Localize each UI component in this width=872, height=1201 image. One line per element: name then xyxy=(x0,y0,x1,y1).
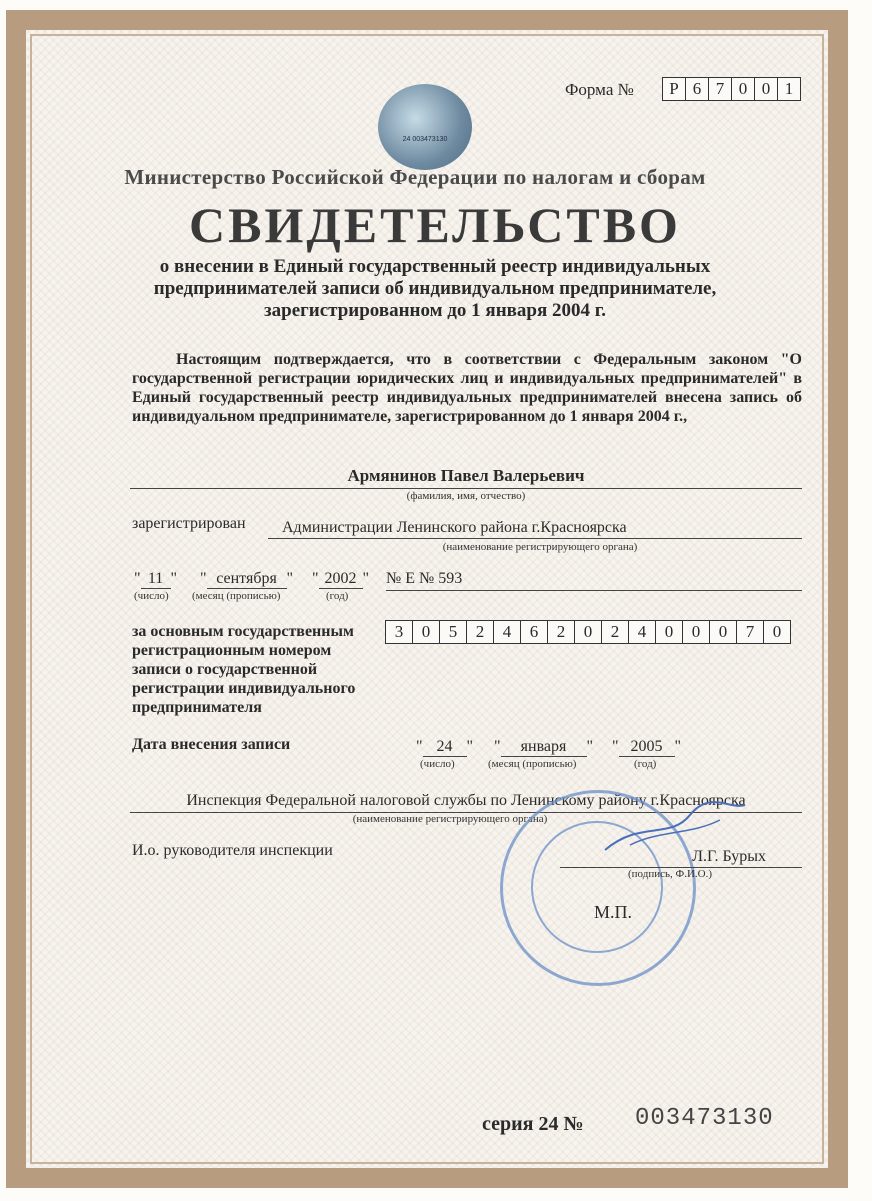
form-cell: 6 xyxy=(685,77,709,101)
ogrn-label-line: записи о государственной xyxy=(132,661,318,678)
registered-label: зарегистрирован xyxy=(132,515,246,532)
seal-place-label: М.П. xyxy=(594,902,633,922)
signature-caption: (подпись, Ф.И.О.) xyxy=(628,868,712,880)
form-cell: 1 xyxy=(777,77,801,101)
form-cell: 0 xyxy=(731,77,755,101)
ministry-name: Министерство Российской Федерации по налогам и сборам xyxy=(124,165,706,189)
ogrn-label xyxy=(132,622,355,717)
reg-year-caption: (год) xyxy=(326,590,349,602)
ogrn-label-line: регистрации индивидуального xyxy=(132,680,356,697)
ogrn-cell: 2 xyxy=(466,620,494,644)
authority-caption: (наименование регистрирующего органа) xyxy=(352,813,548,825)
entry-year: 2005 xyxy=(619,738,675,757)
ogrn-cell: 4 xyxy=(493,620,521,644)
entry-year-caption: (год) xyxy=(634,758,657,770)
ogrn-cell: 0 xyxy=(655,620,683,644)
inspection-authority: Инспекция Федеральной налоговой службы по Ленинскому району г.Красноярска xyxy=(130,792,802,813)
ogrn-cells xyxy=(385,620,790,644)
hologram-seal xyxy=(378,84,472,170)
reg-year: 2002 xyxy=(319,570,363,589)
entry-date-label: Дата внесения записи xyxy=(132,736,291,753)
reg-month: сентября xyxy=(207,570,287,589)
reg-month-caption: (месяц (прописью) xyxy=(192,590,281,602)
series-label: серия 24 № xyxy=(482,1113,584,1135)
reg-day: 11 xyxy=(141,570,171,589)
document-title: СВИДЕТЕЛЬСТВО xyxy=(189,197,681,253)
ogrn-cell: 0 xyxy=(709,620,737,644)
ogrn-cell: 0 xyxy=(763,620,791,644)
entry-month-caption: (месяц (прописью) xyxy=(488,758,577,770)
entry-month: января xyxy=(501,738,587,757)
ogrn-label-line: регистрационным номером xyxy=(132,642,332,659)
ogrn-cell: 0 xyxy=(412,620,440,644)
ogrn-cell: 0 xyxy=(682,620,710,644)
ogrn-label-line: предпринимателя xyxy=(132,699,262,716)
reg-number: № Е № 593 xyxy=(386,570,802,591)
registered-caption: (наименование регистрирующего органа) xyxy=(442,541,638,553)
subtitle-line: предпринимателей записи об индивидуальном предпринимателе, xyxy=(153,278,717,299)
document-subtitle xyxy=(150,256,720,322)
subtitle-line: зарегистрированном до 1 января 2004 г. xyxy=(264,300,606,321)
person-caption: (фамилия, имя, отчество) xyxy=(406,490,526,502)
ogrn-cell: 0 xyxy=(574,620,602,644)
head-label: И.о. руководителя инспекции xyxy=(132,842,333,859)
signer-name: Л.Г. Бурых xyxy=(560,848,802,868)
ogrn-cell: 6 xyxy=(520,620,548,644)
entry-day-caption: (число) xyxy=(420,758,455,770)
ogrn-cell: 3 xyxy=(385,620,413,644)
ogrn-cell: 7 xyxy=(736,620,764,644)
form-cell: 7 xyxy=(708,77,732,101)
form-cell: 0 xyxy=(754,77,778,101)
reg-day-caption: (число) xyxy=(134,590,169,602)
entry-day: 24 xyxy=(423,738,467,757)
series-number: 003473130 xyxy=(635,1105,774,1132)
subtitle-line: о внесении в Единый государственный реестр индивидуальных xyxy=(159,256,711,277)
confirmation-paragraph: Настоящим подтверждается, что в соответствии с Федеральным законом "О государственной регистрации юридических лиц и индивидуальных предпринимателей" в Единый государственный реестр индивидуальных предпринимателей внесена запись об индивидуальном предпринимателе, зарегистрированном до 1 января 2004 г., xyxy=(132,351,802,425)
person-name: Армянинов Павел Валерьевич xyxy=(130,466,802,489)
registered-authority: Администрации Ленинского района г.Красноярска xyxy=(268,519,802,539)
ogrn-label-line: за основным государственным xyxy=(132,623,354,640)
hologram-number: 24 003473130 xyxy=(402,136,448,143)
form-number-label: Форма № xyxy=(565,80,634,99)
ogrn-cell: 5 xyxy=(439,620,467,644)
form-number-cells xyxy=(662,77,800,101)
ogrn-cell: 2 xyxy=(547,620,575,644)
ogrn-cell: 4 xyxy=(628,620,656,644)
ogrn-cell: 2 xyxy=(601,620,629,644)
form-cell: Р xyxy=(662,77,686,101)
